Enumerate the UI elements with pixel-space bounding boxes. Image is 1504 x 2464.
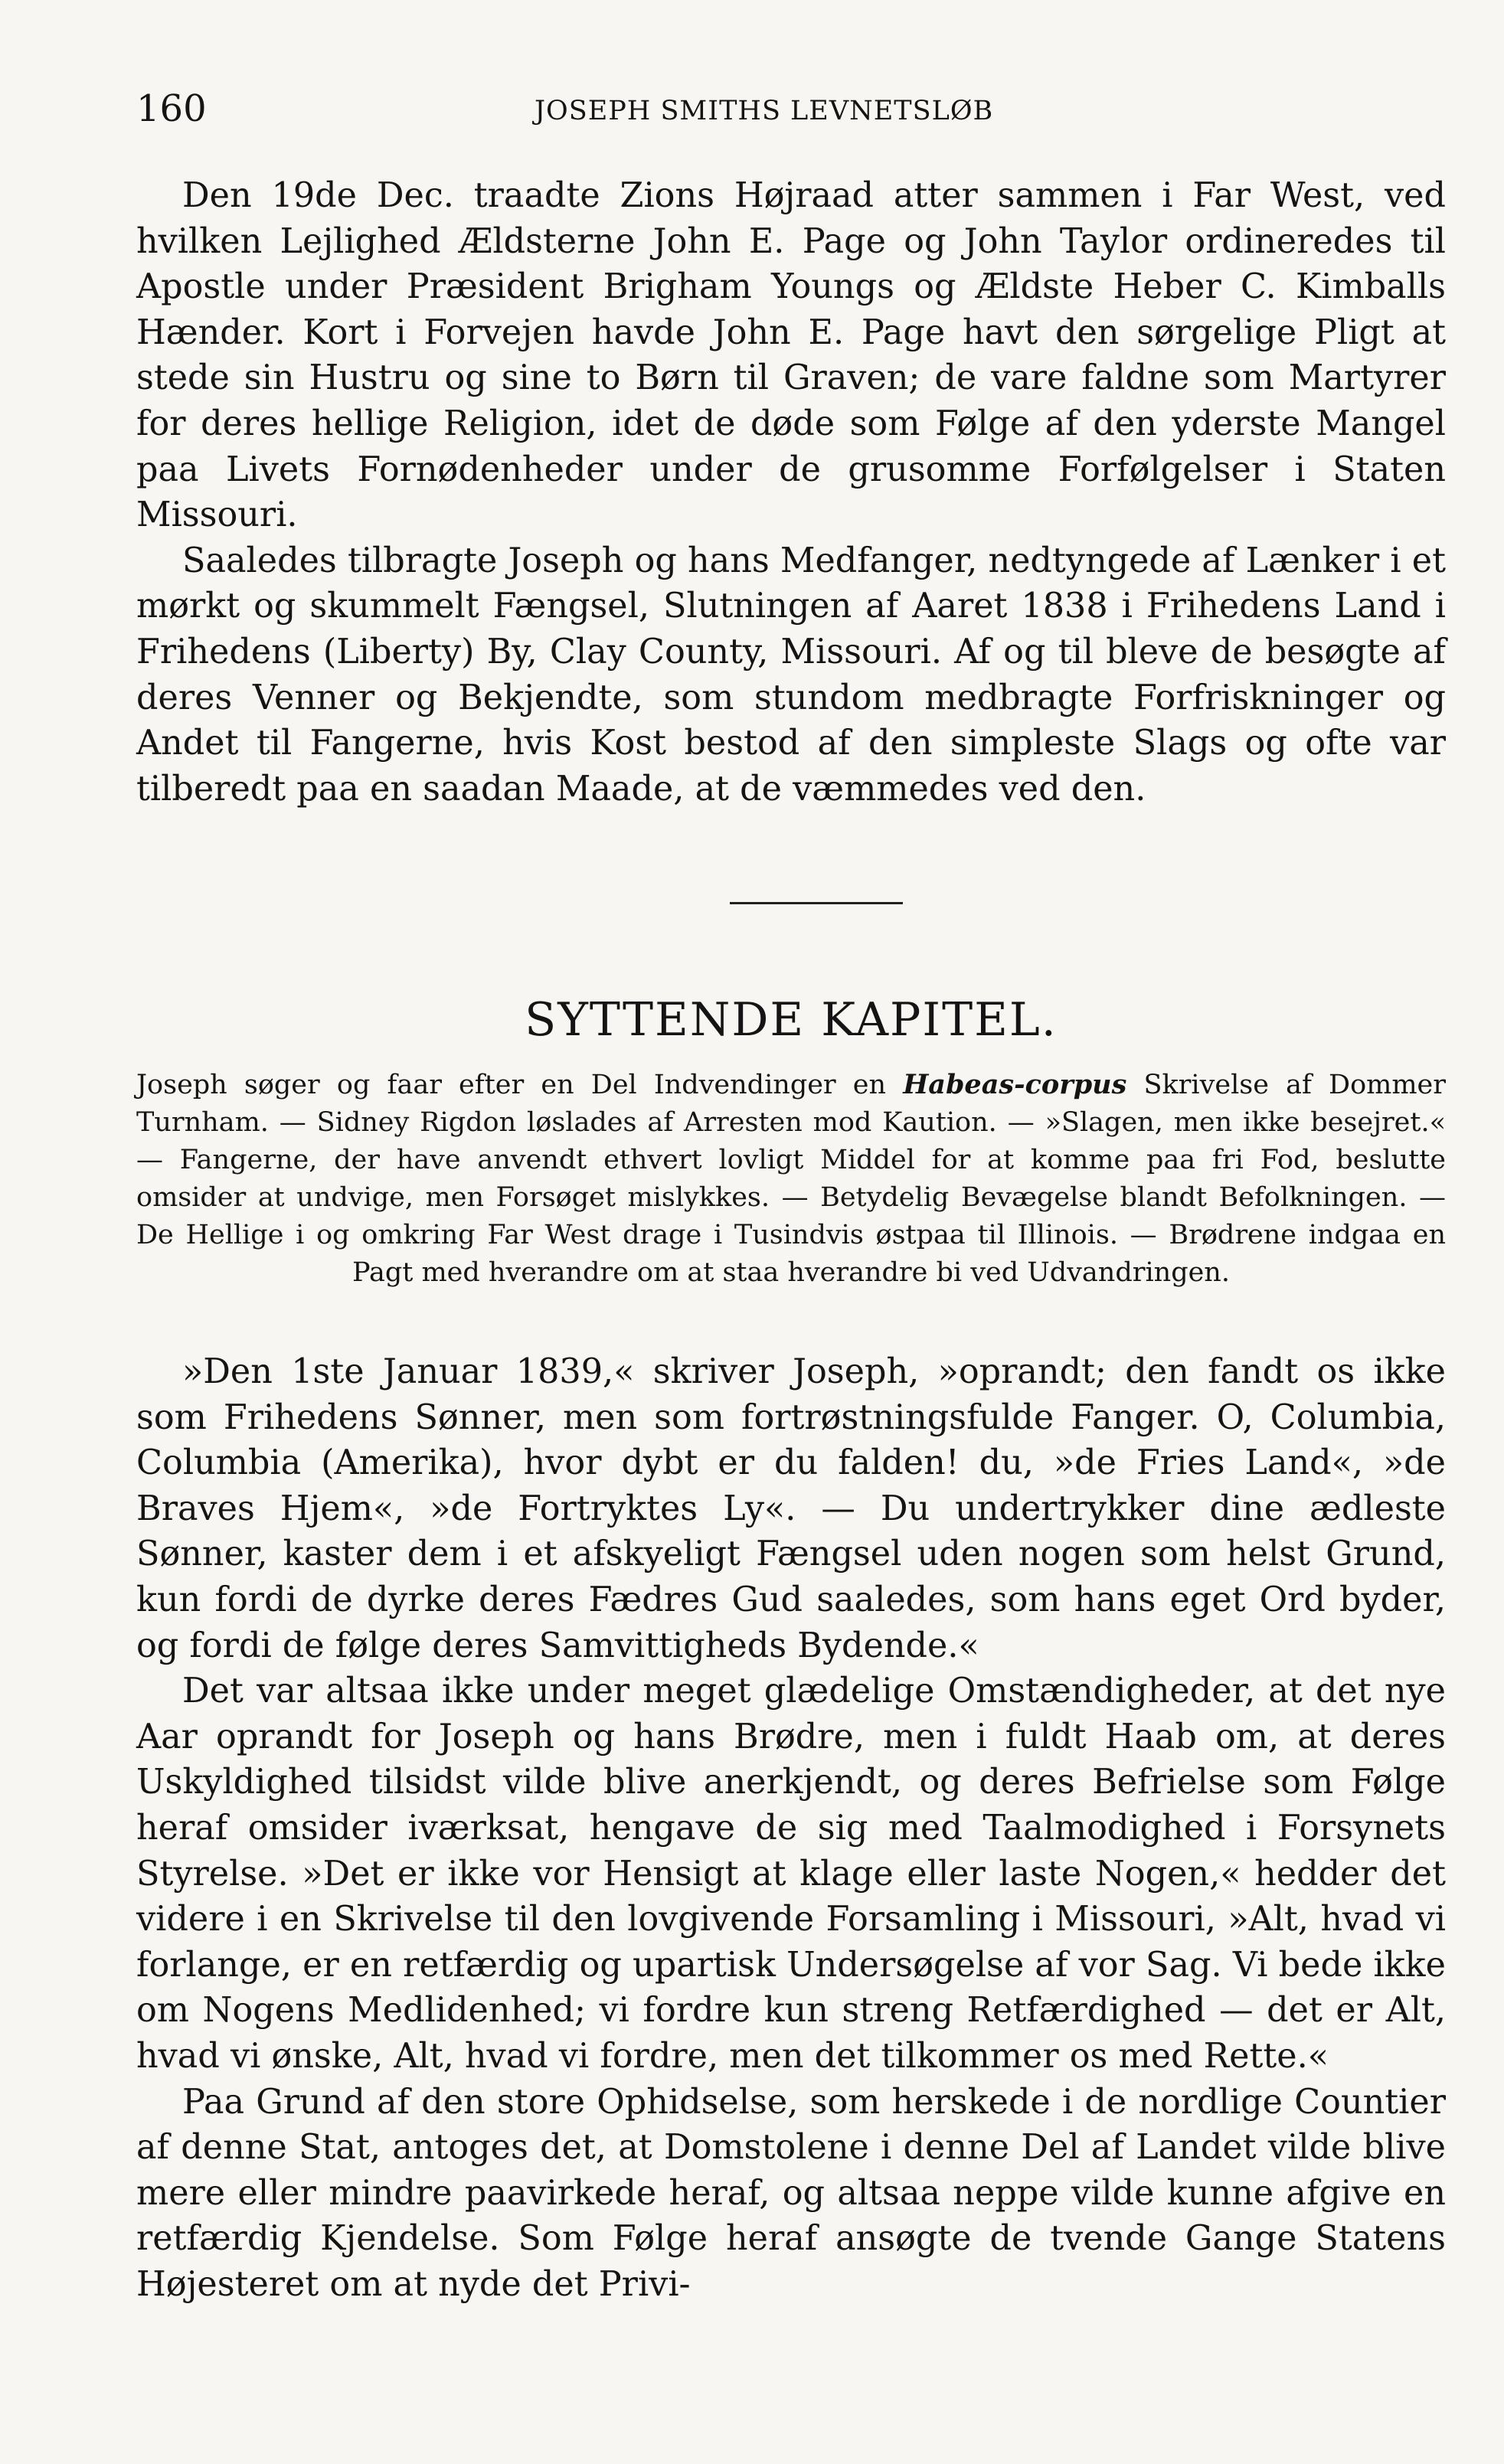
page-number: 160: [136, 87, 207, 130]
synopsis-italic-term: Habeas-corpus: [903, 1069, 1127, 1100]
paragraph: »Den 1ste Januar 1839,« skriver Joseph, »oprandt; den fandt os ikke som Frihedens Sønner, men som fortrøstningsfulde Fanger. O, Columbia, Columbia (Amerika), hvor dybt er du falden! du, »de Fries Land«, »de Braves Hjem«, »de Fortryktes Ly«. — Du undertrykker dine ædleste Sønner, kaster dem i et afskyeligt Fængsel uden nogen som helst Grund, kun fordi de dyrke deres Fædres Gud saaledes, som hans eget Ord byder, og fordi de følge deres Samvittigheds Bydende.«: [136, 1352, 1446, 1665]
page-header: [136, 86, 1446, 139]
synopsis-text: Skrivelse af Dommer Turnham. — Sidney Rigdon løslades af Arresten mod Kaution. — »Slagen, men ikke besejret.« — Fangerne, der have anvendt ethvert lovligt Middel for at komme paa fri Fod, beslutte omsider at undvige, men Forsøget mislykkes. — Betydelig Bevægelse blandt Befolkningen. — De Hellige i og omkring Far West drage i Tusindvis østpaa til Illinois. — Brødrene indgaa en Pagt med hverandre om at staa hverandre bi ved Udvandringen.: [136, 1070, 1446, 1288]
paragraph: Den 19de Dec. traadte Zions Højraad atter sammen i Far West, ved hvilken Lejlighed Ældsterne John E. Page og John Taylor ordineredes til Apostle under Præsident Brigham Youngs og Ældste Heber C. Kimballs Hænder. Kort i Forvejen havde John E. Page havt den sørgelige Pligt at stede sin Hustru og sine to Børn til Graven; de vare faldne som Martyrer for deres hellige Religion, idet de døde som Følge af den yderste Mangel paa Livets Fornødenheder under de grusomme Forfølgelser i Staten Missouri.: [136, 176, 1446, 535]
body-text-top: [136, 173, 1446, 812]
body-text-bottom: [136, 1349, 1446, 2307]
chapter-title: SYTTENDE KAPITEL.: [525, 993, 1058, 1047]
paragraph: Paa Grund af den store Ophidselse, som herskede i de nordlige Countier af denne Stat, antoges det, at Domstolene i denne Del af Landet vilde blive mere eller mindre paavirkede heraf, og altsaa neppe vilde kunne afgive en retfærdig Kjendelse. Som Følge heraf ansøgte de tvende Gange Statens Højesteret om at nyde det Privi-: [136, 2082, 1446, 2304]
chapter-synopsis: [136, 1066, 1446, 1292]
running-head: JOSEPH SMITHS LEVNETSLØB: [535, 96, 994, 126]
synopsis-text: Joseph søger og faar efter en Del Indvendinger en: [136, 1070, 904, 1100]
paragraph: Det var altsaa ikke under meget glædelige Omstændigheder, at det nye Aar oprandt for Joseph og hans Brødre, men i fuldt Haab om, at deres Uskyldighed tilsidst vilde blive anerkjendt, og deres Befrielse som Følge heraf omsider iværksat, hengave de sig med Taalmodighed i Forsynets Styrelse. »Det er ikke vor Hensigt at klage eller laste Nogen,« hedder det videre i en Skrivelse til den lovgivende Forsamling i Missouri, »Alt, hvad vi forlange, er en retfærdig og upartisk Undersøgelse af vor Sag. Vi bede ikke om Nogens Medlidenhed; vi fordre kun streng Retfærdighed — det er Alt, hvad vi ønske, Alt, hvad vi fordre, men det tilkommer os med Rette.«: [136, 1672, 1446, 2076]
paragraph: Saaledes tilbragte Joseph og hans Medfanger, nedtyngede af Lænker i et mørkt og skummelt Fængsel, Slutningen af Aaret 1838 i Frihedens Land i Frihedens (Liberty) By, Clay County, Missouri. Af og til bleve de besøgte af deres Venner og Bekjendte, som stundom medbragte Forfriskninger og Andet til Fangerne, hvis Kost bestod af den simpleste Slags og ofte var tilberedt paa en saadan Maade, at de væmmedes ved den.: [136, 541, 1446, 809]
section-divider: [730, 902, 903, 904]
